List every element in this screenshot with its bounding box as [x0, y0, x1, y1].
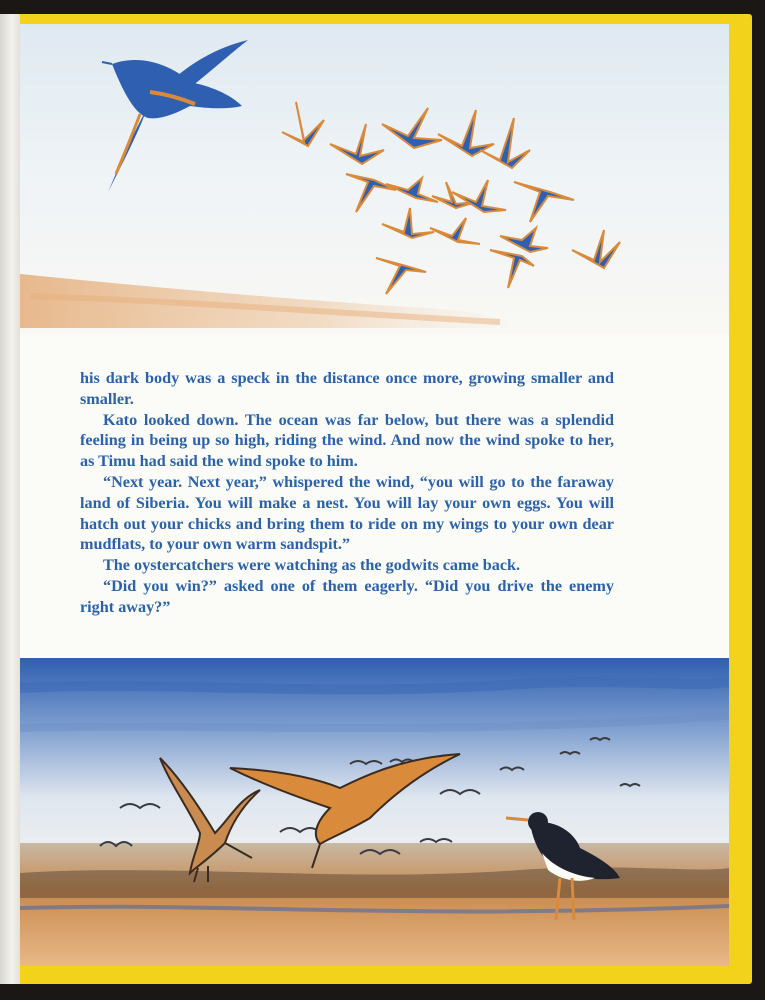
- paragraph-1: his dark body was a speck in the distance once more, growing smaller and smaller.: [80, 369, 614, 408]
- lead-bird: [102, 40, 248, 192]
- paragraph-3: “Next year. Next year,” whispered the wind, “you will go to the faraway land of Siberia. You will make a nest. You will lay your own eggs. You will hatch out your chicks and bring them to ride on my wings to your own dear mudflats, to your own warm sandspit.”: [80, 472, 614, 554]
- flock: [282, 102, 620, 294]
- paragraph-4: The oystercatchers were watching as the godwits came back.: [103, 556, 521, 575]
- mudflat: [20, 843, 729, 966]
- book-page: [20, 24, 729, 966]
- paragraph-5: “Did you win?” asked one of them eagerly. “Did you drive the enemy right away?”: [80, 576, 614, 616]
- top-illustration: [20, 24, 729, 344]
- book-spine: [0, 14, 20, 984]
- paragraph-2: Kato looked down. The ocean was far below, but there was a splendid feeling in being up so high, riding the wind. And now the wind spoke to her, as Timu had said the wind spoke to him.: [80, 410, 614, 471]
- bottom-illustration: [20, 658, 729, 966]
- story-text: [80, 368, 614, 618]
